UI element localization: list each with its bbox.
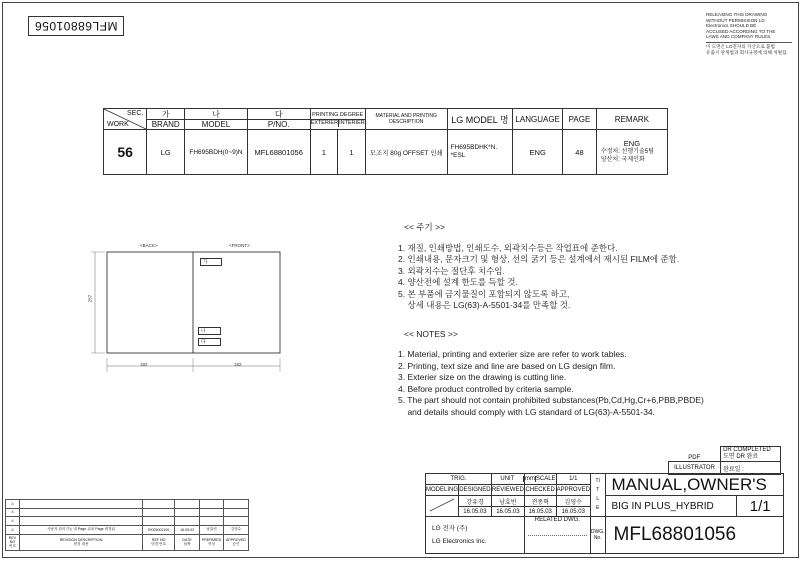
lg-model-value: FH695BDHK*N. *ESL	[447, 130, 513, 175]
page-header: PAGE	[563, 109, 597, 130]
unit-mm: mm SCALE	[524, 474, 556, 485]
reviewed-label: REVIEWED	[491, 485, 524, 496]
note-ko: 5. 본 부품에 금지물질이 포함되지 않도록 하고,	[398, 288, 570, 299]
note-en: 3. Exterier size on the drawing is cutting line.	[398, 372, 567, 382]
scale-value: 1/1	[556, 474, 590, 485]
rev-header-desc: REVISION DESCRIPTION 변경 내용	[19, 534, 142, 550]
unit-cell: UNIT	[491, 474, 524, 485]
material-header: MATERIAL AND PRINTING DESCRIPTION	[365, 109, 447, 130]
designed-name: 강유경	[459, 496, 492, 507]
done-date: 완료일 :	[721, 462, 781, 475]
rev-header-ref: REF NO 변경 번호	[143, 534, 175, 550]
rev-triangle: ⚠	[6, 525, 20, 534]
note-en: 5. The part should not contain prohibited substances(Pb,Cd,Hg,Cr+6,PBB,PBDE)	[398, 395, 704, 405]
reviewed-name: 남효빈	[491, 496, 524, 507]
company-cell: LG 전자 (주) LG Electronics Inc.	[426, 517, 525, 554]
sheet-number: 1/1	[737, 496, 784, 517]
pno-value: MFL68801056	[247, 130, 310, 175]
notice-en-line: WITHOUT PERMISSION LG	[706, 17, 765, 23]
note-en: and details should comply with LG standard of LG(63)-A-5501-34.	[398, 406, 656, 417]
rev-date: 16.05.03	[175, 525, 200, 534]
exterior-value: 1	[310, 130, 338, 175]
title-block	[425, 473, 784, 554]
sec-label: SEC.	[126, 110, 144, 117]
model-value: FH695BDH(0~9)N	[185, 130, 248, 175]
height-dimension: 257	[87, 294, 93, 303]
remark-value: ENG 수정처: 선행기술5팀 양산처: 국제인화	[596, 130, 667, 175]
notes-section	[398, 222, 738, 418]
pno-header: 다 P/NO.	[247, 109, 310, 130]
modeling-cell	[426, 496, 459, 517]
brand-header: 가 BRAND	[147, 109, 185, 130]
panel-drawing	[85, 246, 285, 378]
width-dimension-back: 182	[140, 362, 148, 367]
printing-degree-header: PRINTING DEGREE EXTERIER INTERIER	[310, 109, 365, 130]
work-number: 56	[104, 130, 147, 175]
page-value: 48	[563, 130, 597, 175]
width-dimension-front: 182	[234, 362, 242, 367]
remark-header: REMARK	[596, 109, 667, 130]
brand-value: LG	[147, 130, 185, 175]
note-ko: 2. 인쇄내용, 문자크기 및 형상, 선의 굵기 등은 설계에서 제시된 FILM에 준함.	[398, 254, 680, 264]
title-vertical: TITLE	[590, 474, 605, 517]
notes-ko-heading: << 주기 >>	[404, 222, 446, 232]
rev-triangle: ⚠	[6, 500, 20, 509]
label-box-da: 다	[198, 338, 221, 346]
note-ko: 상세 내용은 LG(63)-A-5501-34를 만족할 것.	[398, 300, 571, 310]
lg-model-header: LG MODEL 명	[447, 109, 513, 130]
rev-header-no: REV NO 번호	[6, 534, 20, 550]
rev-header-approved: APPROVED 승인	[224, 534, 249, 550]
interior-value: 1	[338, 130, 366, 175]
confidentiality-notice	[706, 12, 792, 55]
rev-triangle: ⚠	[6, 517, 20, 526]
rev-prepared: 남효빈	[200, 525, 224, 534]
revision-table	[5, 499, 249, 551]
note-en: 4. Before product controlled by criteria sample.	[398, 383, 574, 394]
approved-date: 16.05.03	[556, 507, 590, 517]
notice-en-line: Electronics SHOULD BE	[706, 23, 757, 29]
notice-en-line: LAWS AND COMPANY RULES.	[706, 34, 772, 40]
modeling-label: MODELING	[426, 485, 459, 496]
note-en: 1. Material, printing and exterier size are refer to work tables.	[398, 349, 627, 359]
notice-ko-line: 유출시 관계법과 회사규정에 의해 처벌됨.	[706, 49, 788, 55]
designed-label: DESIGNED	[459, 485, 492, 496]
pdf-label: PDF	[669, 447, 721, 462]
back-label: <BACK>	[140, 243, 158, 248]
rev-triangle: ⚠	[6, 508, 20, 517]
work-label: WORK	[107, 121, 129, 128]
language-header: LANGUAGE	[513, 109, 563, 130]
dwg-number: MFL68801056	[605, 517, 783, 554]
rev-approved: 김영수	[224, 525, 249, 534]
dr-approval-table	[668, 446, 781, 475]
illustrator-label: ILLUSTRATOR	[669, 462, 721, 475]
dr-completed: DR COMPLETED 도면 DR 완료	[721, 447, 781, 462]
rev-header-prepared: PREPARED 작성	[200, 534, 224, 550]
trig-label: TRIG.	[426, 474, 492, 485]
note-en: 2. Printing, text size and line are based on LG design film.	[398, 360, 616, 371]
language-value: ENG	[513, 130, 563, 175]
document-subtitle: BIG IN PLUS_HYBRID	[605, 496, 737, 517]
notice-ko-line: 이 도면은 LG전자의 자산으로 불법	[706, 43, 775, 49]
label-box-na: 나	[198, 327, 221, 335]
designed-date: 16.05.03	[459, 507, 492, 517]
front-label: <FRONT>	[229, 243, 250, 248]
note-ko: 1. 재질, 인쇄방법, 인쇄도수, 외곽치수등은 작업표에 준한다.	[398, 242, 618, 253]
checked-name: 전종혁	[524, 496, 556, 507]
sec-work-cell	[104, 109, 147, 130]
material-value: 모조지 80g OFFSET 인쇄	[365, 130, 447, 175]
dwg-no-label: DWG. No.	[590, 517, 605, 554]
mirrored-doc-code: MFL68801056	[28, 16, 124, 36]
approved-name: 김영수	[556, 496, 590, 507]
note-ko: 4. 양산전에 설계 한도를 득할 것.	[398, 277, 518, 287]
interior-header: INTERIER	[339, 119, 365, 126]
notes-en-heading: << NOTES >>	[404, 328, 458, 339]
checked-date: 16.05.03	[524, 507, 556, 517]
exterior-header: EXTERIER	[310, 119, 339, 126]
related-dwg: RELATED DWG.	[524, 517, 590, 554]
label-box-ga: 가	[200, 258, 222, 266]
rev-ref: EKD5001100	[143, 525, 175, 534]
reviewed-date: 16.05.03	[491, 507, 524, 517]
document-title: MANUAL,OWNER'S	[605, 474, 783, 496]
notice-en-line: ACCUSED ACCORDING TO THE	[706, 28, 776, 34]
notice-en-line: RELEASING THIS DRAWING	[706, 12, 768, 17]
note-ko: 3. 외곽치수는 절단후 치수임.	[398, 265, 505, 276]
rev-header-date: DATE 날짜	[175, 534, 200, 550]
checked-label: CHECKED	[524, 485, 556, 496]
approved-label: APPROVED	[556, 485, 590, 496]
rev-description: 사용자 관리기능 내 Page 위치 Page 변경됨	[19, 525, 142, 534]
model-header: 나 MODEL	[185, 109, 248, 130]
spec-table	[103, 108, 668, 175]
